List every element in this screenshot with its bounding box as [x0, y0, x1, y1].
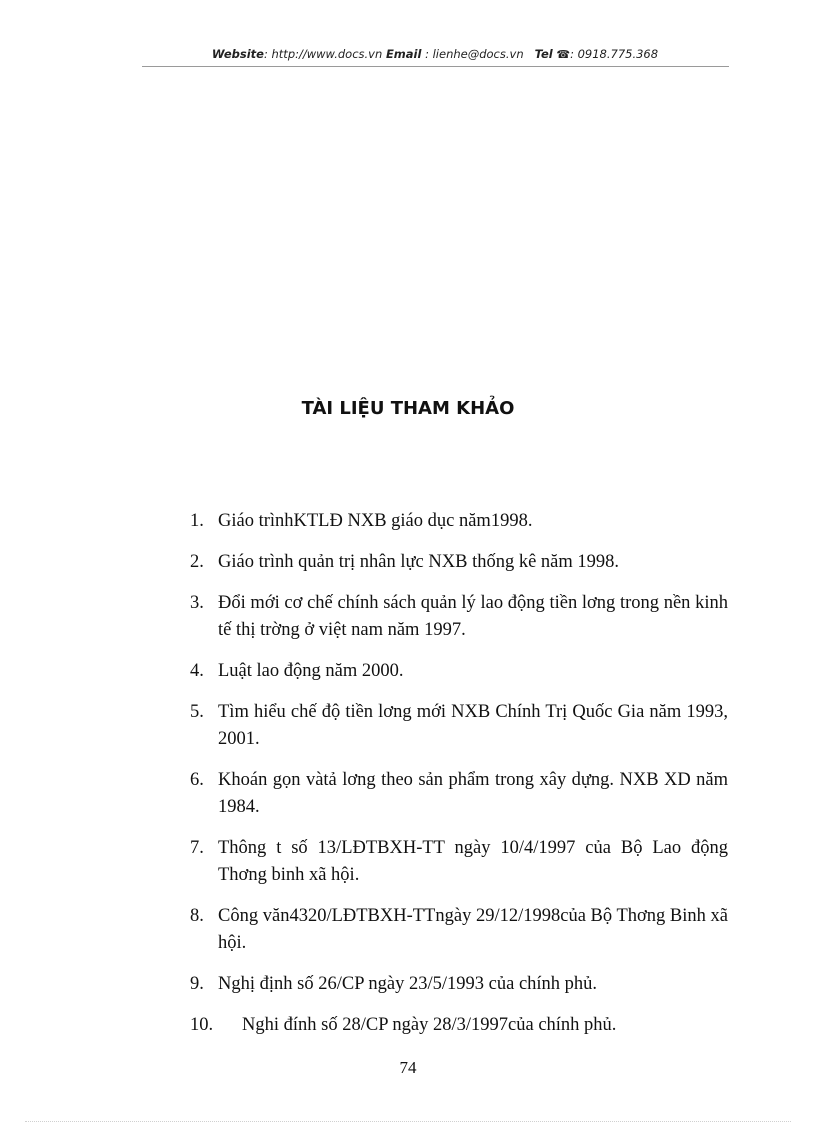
- reference-number: 10.: [190, 1015, 214, 1035]
- reference-number: 2.: [190, 552, 204, 572]
- page-header: [140, 47, 730, 61]
- page-number: 74: [399, 1058, 417, 1077]
- footer-divider: [25, 1121, 791, 1122]
- reference-number: 1.: [190, 511, 204, 531]
- reference-text: Nghi đính số 28/CP ngày 28/3/1997của chính phủ.: [242, 1015, 617, 1035]
- reference-item: [190, 1012, 728, 1039]
- reference-number: 3.: [190, 593, 204, 613]
- telephone-icon: ☎: [556, 48, 571, 61]
- reference-text: Luật lao động năm 2000.: [218, 661, 404, 681]
- reference-number: 9.: [190, 974, 204, 994]
- reference-number: 4.: [190, 661, 204, 681]
- reference-text: Tìm hiểu chế độ tiền lơng mới NXB Chính Trị Quốc Gia năm 1993, 2001.: [218, 702, 728, 749]
- reference-text: Thông t số 13/LĐTBXH-TT ngày 10/4/1997 của Bộ Lao động Thơng binh xã hội.: [218, 838, 728, 885]
- email-label: Email: [385, 47, 422, 61]
- reference-item: [190, 699, 728, 753]
- website-value: : http://www.docs.vn: [263, 47, 383, 61]
- reference-item: [190, 590, 728, 644]
- reference-item: [190, 971, 728, 998]
- tel-value: : 0918.775.368: [570, 47, 659, 61]
- reference-text: Khoán gọn vàtả lơng theo sản phẩm trong xây dựng. NXB XD năm 1984.: [218, 770, 728, 817]
- reference-number: 8.: [190, 906, 204, 926]
- reference-text: Công văn4320/LĐTBXH-TTngày 29/12/1998của Bộ Thơng Binh xã hội.: [218, 906, 728, 953]
- website-label: Website: [211, 47, 264, 61]
- reference-item: [190, 767, 728, 821]
- reference-text: Đổi mới cơ chế chính sách quản lý lao động tiền lơng trong nền kinh tế thị trờng ở việt nam năm 1997.: [218, 593, 728, 640]
- reference-item: [190, 903, 728, 957]
- reference-number: 6.: [190, 770, 204, 790]
- reference-number: 5.: [190, 702, 204, 722]
- reference-text: Giáo trìnhKTLĐ NXB giáo dục năm1998.: [218, 511, 533, 531]
- reference-item: [190, 549, 728, 576]
- email-value: : lienhe@docs.vn: [421, 47, 524, 61]
- reference-list: [190, 508, 728, 1039]
- reference-text: Giáo trình quản trị nhân lực NXB thống kê năm 1998.: [218, 552, 620, 572]
- reference-item: [190, 508, 728, 535]
- reference-text: Nghị định số 26/CP ngày 23/5/1993 của chính phủ.: [218, 974, 598, 994]
- tel-label: Tel: [534, 47, 553, 61]
- page-title: TÀI LIỆU THAM KHẢO: [301, 398, 515, 419]
- reference-item: [190, 835, 728, 889]
- reference-number: 7.: [190, 838, 204, 858]
- reference-item: [190, 658, 728, 685]
- header-divider: [142, 66, 729, 67]
